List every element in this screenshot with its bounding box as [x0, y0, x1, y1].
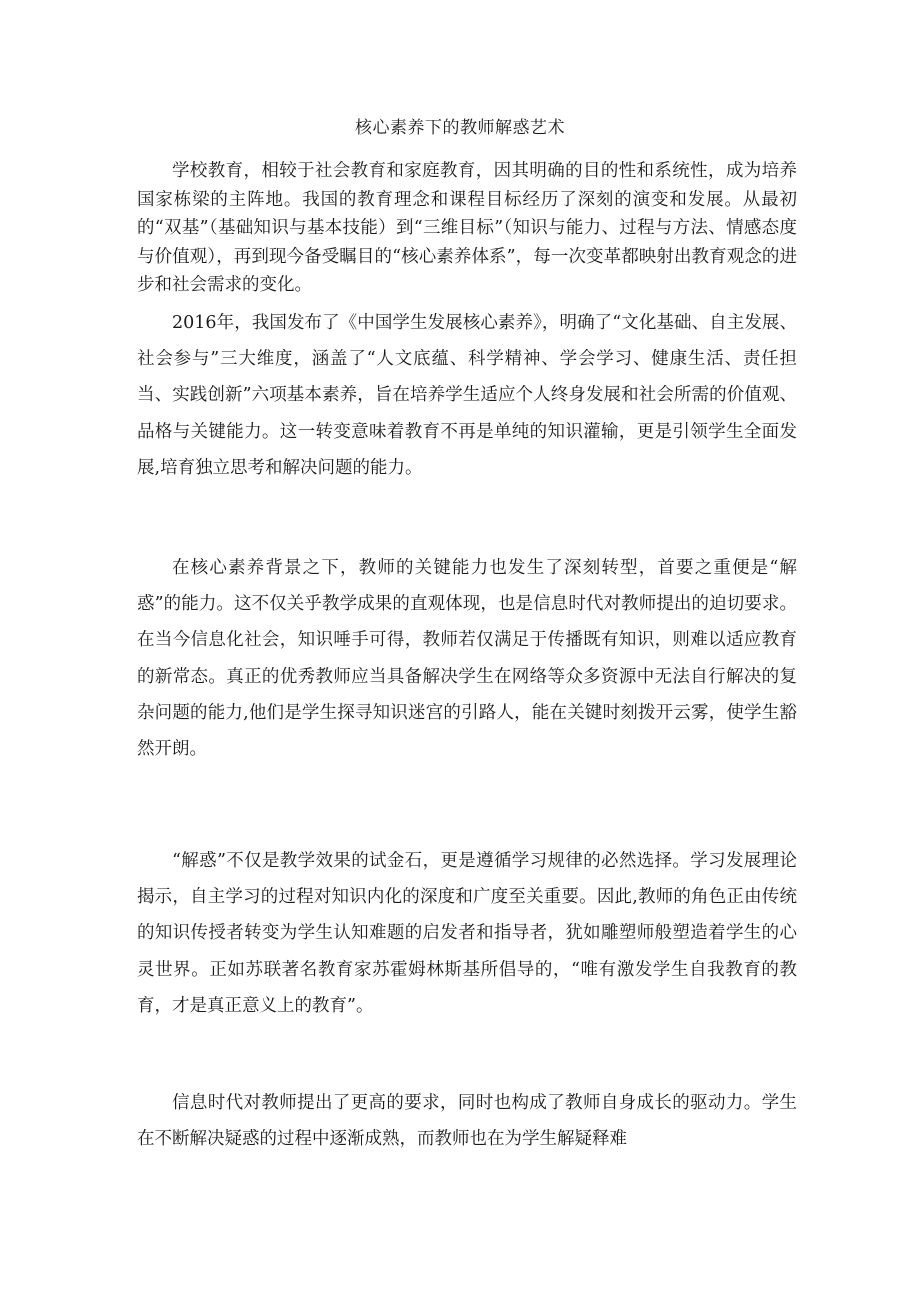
paragraph-3: 在核心素养背景之下，教师的关键能力也发生了深刻转型，首要之重便是“解惑”的能力。这不仅关乎教学成果的直观体现，也是信息时代对教师提出的迫切要求。在当今信息化社会，知识唾手可得，教师若仅满足于传播既有知识，则难以适应教育的新常态。真正的优秀教师应当具备解决学生在网络等众多资源中无法自行解决的复杂问题的能力,他们是学生探寻知识迷宫的引路人，能在关键时刻拨开云雾，使学生豁然开朗。	[137, 558, 797, 760]
paragraph-5: 信息时代对教师提出了更高的要求，同时也构成了教师自身成长的驱动力。学生在不断解决疑惑的过程中逐渐成熟，而教师也在为学生解疑释难	[137, 1093, 797, 1150]
paragraph-4: “解惑”不仅是教学效果的试金石，更是遵循学习规律的必然选择。学习发展理论揭示，自主学习的过程对知识内化的深度和广度至关重要。因此,教师的角色正由传统的知识传授者转变为学生认知难题的启发者和指导者，犹如雕塑师般塑造着学生的心灵世界。正如苏联著名教育家苏霍姆林斯基所倡导的，“唯有激发学生自我教育的教育，才是真正意义上的教育”。	[137, 851, 797, 1016]
paragraph-1: 学校教育，相较于社会教育和家庭教育，因其明确的目的性和系统性，成为培养国家栋梁的主阵地。我国的教育理念和课程目标经历了深刻的演变和发展。从最初的“双基”（基础知识与基本技能）到“三维目标”（知识与能力、过程与方法、情感态度与价值观），再到现今备受瞩目的“核心素养体系”，每一次变革都映射出教育观念的进步和社会需求的变化。	[137, 161, 797, 296]
document-title: 核心素养下的教师解惑艺术	[355, 118, 565, 138]
paragraph-2: 2016年，我国发布了《中国学生发展核心素养》，明确了“文化基础、自主发展、社会参与”三大维度，涵盖了“人文底蕴、科学精神、学会学习、健康生活、责任担当、实践创新”六项基本素养，旨在培养学生适应个人终身发展和社会所需的价值观、品格与关键能力。这一转变意味着教育不再是单纯的知识灌输，更是引领学生全面发展,培育独立思考和解决问题的能力。	[137, 313, 797, 478]
